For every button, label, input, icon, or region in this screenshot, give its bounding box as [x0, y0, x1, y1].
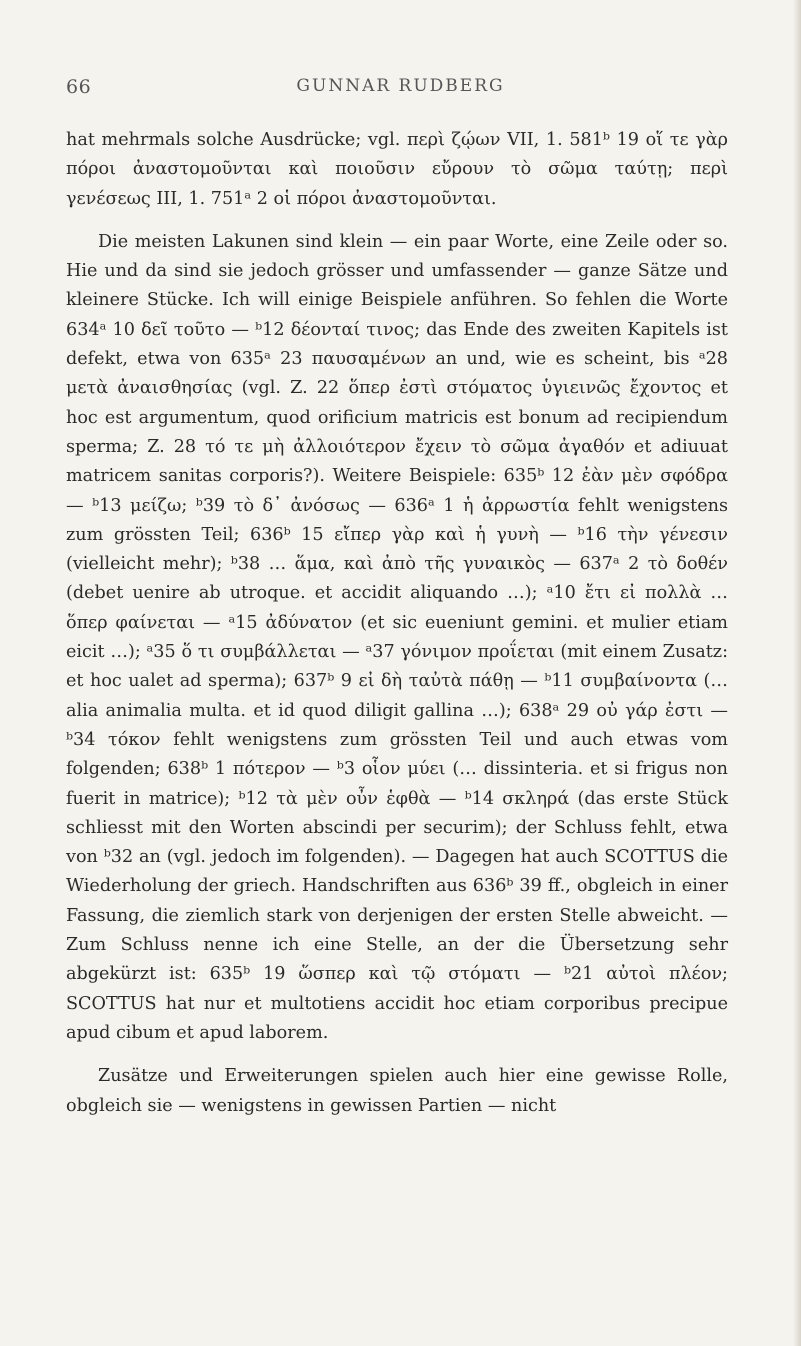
- page-edge-shadow: [793, 0, 801, 1346]
- paragraph-2: Die meisten Lakunen sind klein — ein paar Worte, eine Zeile oder so. Hie und da sind sie jedoch grösser und umfassender — ganze Sätze und kleinere Stücke. Ich will einige Beispiele anführen. So fehlen die Worte 634ᵃ 10 δεῖ τοῦτο — ᵇ12 δέονταί τινος; das Ende des zweiten Kapitels ist defekt, etwa von 635ᵃ 23 παυσαμένων an und, wie es scheint, bis ᵃ28 μετὰ ἀναισθησίας (vgl. Z. 22 ὅπερ ἐστὶ στόματος ὑγιεινῶς ἔχοντος et hoc est argumentum, quod orificium matricis est bonum ad recipiendum sperma; Z. 28 τό τε μὴ ἀλλοιότερον ἔχειν τὸ σῶμα ἀγαθόν et adiuuat matricem sanitas corporis?). Weitere Beispiele: 635ᵇ 12 ἐὰν μὲν σφόδρα — ᵇ13 μείζω; ᵇ39 τὸ δ᾽ ἀνόσως — 636ᵃ 1 ἡ ἀρρωστία fehlt wenigstens zum grössten Teil; 636ᵇ 15 εἴπερ γὰρ καὶ ἡ γυνὴ — ᵇ16 τὴν γένεσιν (vielleicht mehr); ᵇ38 … ἅμα, καὶ ἀπὸ τῆς γυναικὸς — 637ᵃ 2 τὸ δοθέν (debet uenire ab utroque. et accidit aliquando …); ᵃ10 ἔτι εἰ πολλὰ … ὅπερ φαίνεται — ᵃ15 ἀδύνατον (et sic eueniunt gemini. et mulier etiam eicit …); ᵃ35 ὅ τι συμβάλλεται — ᵃ37 γόνιμον προΐεται (mit einem Zusatz: et hoc ualet ad sperma); 637ᵇ 9 εἰ δὴ ταὐτὰ πάθῃ — ᵇ11 συμβαίνοντα (… alia animalia multa. et id quod diligit gallina …); 638ᵃ 29 οὐ γάρ ἐστι — ᵇ34 τόκον fehlt wenigstens zum grössten Teil und auch etwas vom folgenden; 638ᵇ 1 πότερον — ᵇ3 οἷον μύει (… dissinteria. et si frigus non fuerit in matrice); ᵇ12 τὰ μὲν οὖν ἑφθὰ — ᵇ14 σκληρά (das erste Stück schliesst mit den Worten abscindi per securim); der Schluss fehlt, etwa von ᵇ32 an (vgl. jedoch im folgenden). — Dagegen hat auch SCOTTUS die Wiederholung der griech. Handschriften aus 636ᵇ 39 ff., obgleich in einer Fassung, die ziemlich stark von derjenigen der ersten Stelle abweicht. — Zum Schluss nenne ich eine Stelle, an der die Übersetzung sehr abgekürzt ist: 635ᵇ 19 ὥσπερ καὶ τῷ στόματι — ᵇ21 αὐτοὶ πλέον; SCOTTUS hat nur et multotiens accidit hoc etiam corporibus precipue apud cibum et apud laborem.: [66, 231, 728, 1043]
- body-text: [66, 126, 728, 1121]
- page-number: 66: [66, 76, 92, 98]
- paragraph-1: hat mehrmals solche Ausdrücke; vgl. περὶ ζῴων VII, 1. 581ᵇ 19 οἵ τε γὰρ πόροι ἀναστομοῦνται καὶ ποιοῦσιν εὔρουν τὸ σῶμα ταύτῃ; περὶ γενέσεως III, 1. 751ᵃ 2 οἱ πόροι ἀναστομοῦνται.: [66, 130, 728, 209]
- page-header: [66, 76, 735, 106]
- running-head: GUNNAR RUDBERG: [296, 76, 505, 96]
- paragraph-3: Zusätze und Erweiterungen spielen auch hier eine gewisse Rolle, obgleich sie — wenigstens in gewissen Partien — nicht: [66, 1066, 728, 1116]
